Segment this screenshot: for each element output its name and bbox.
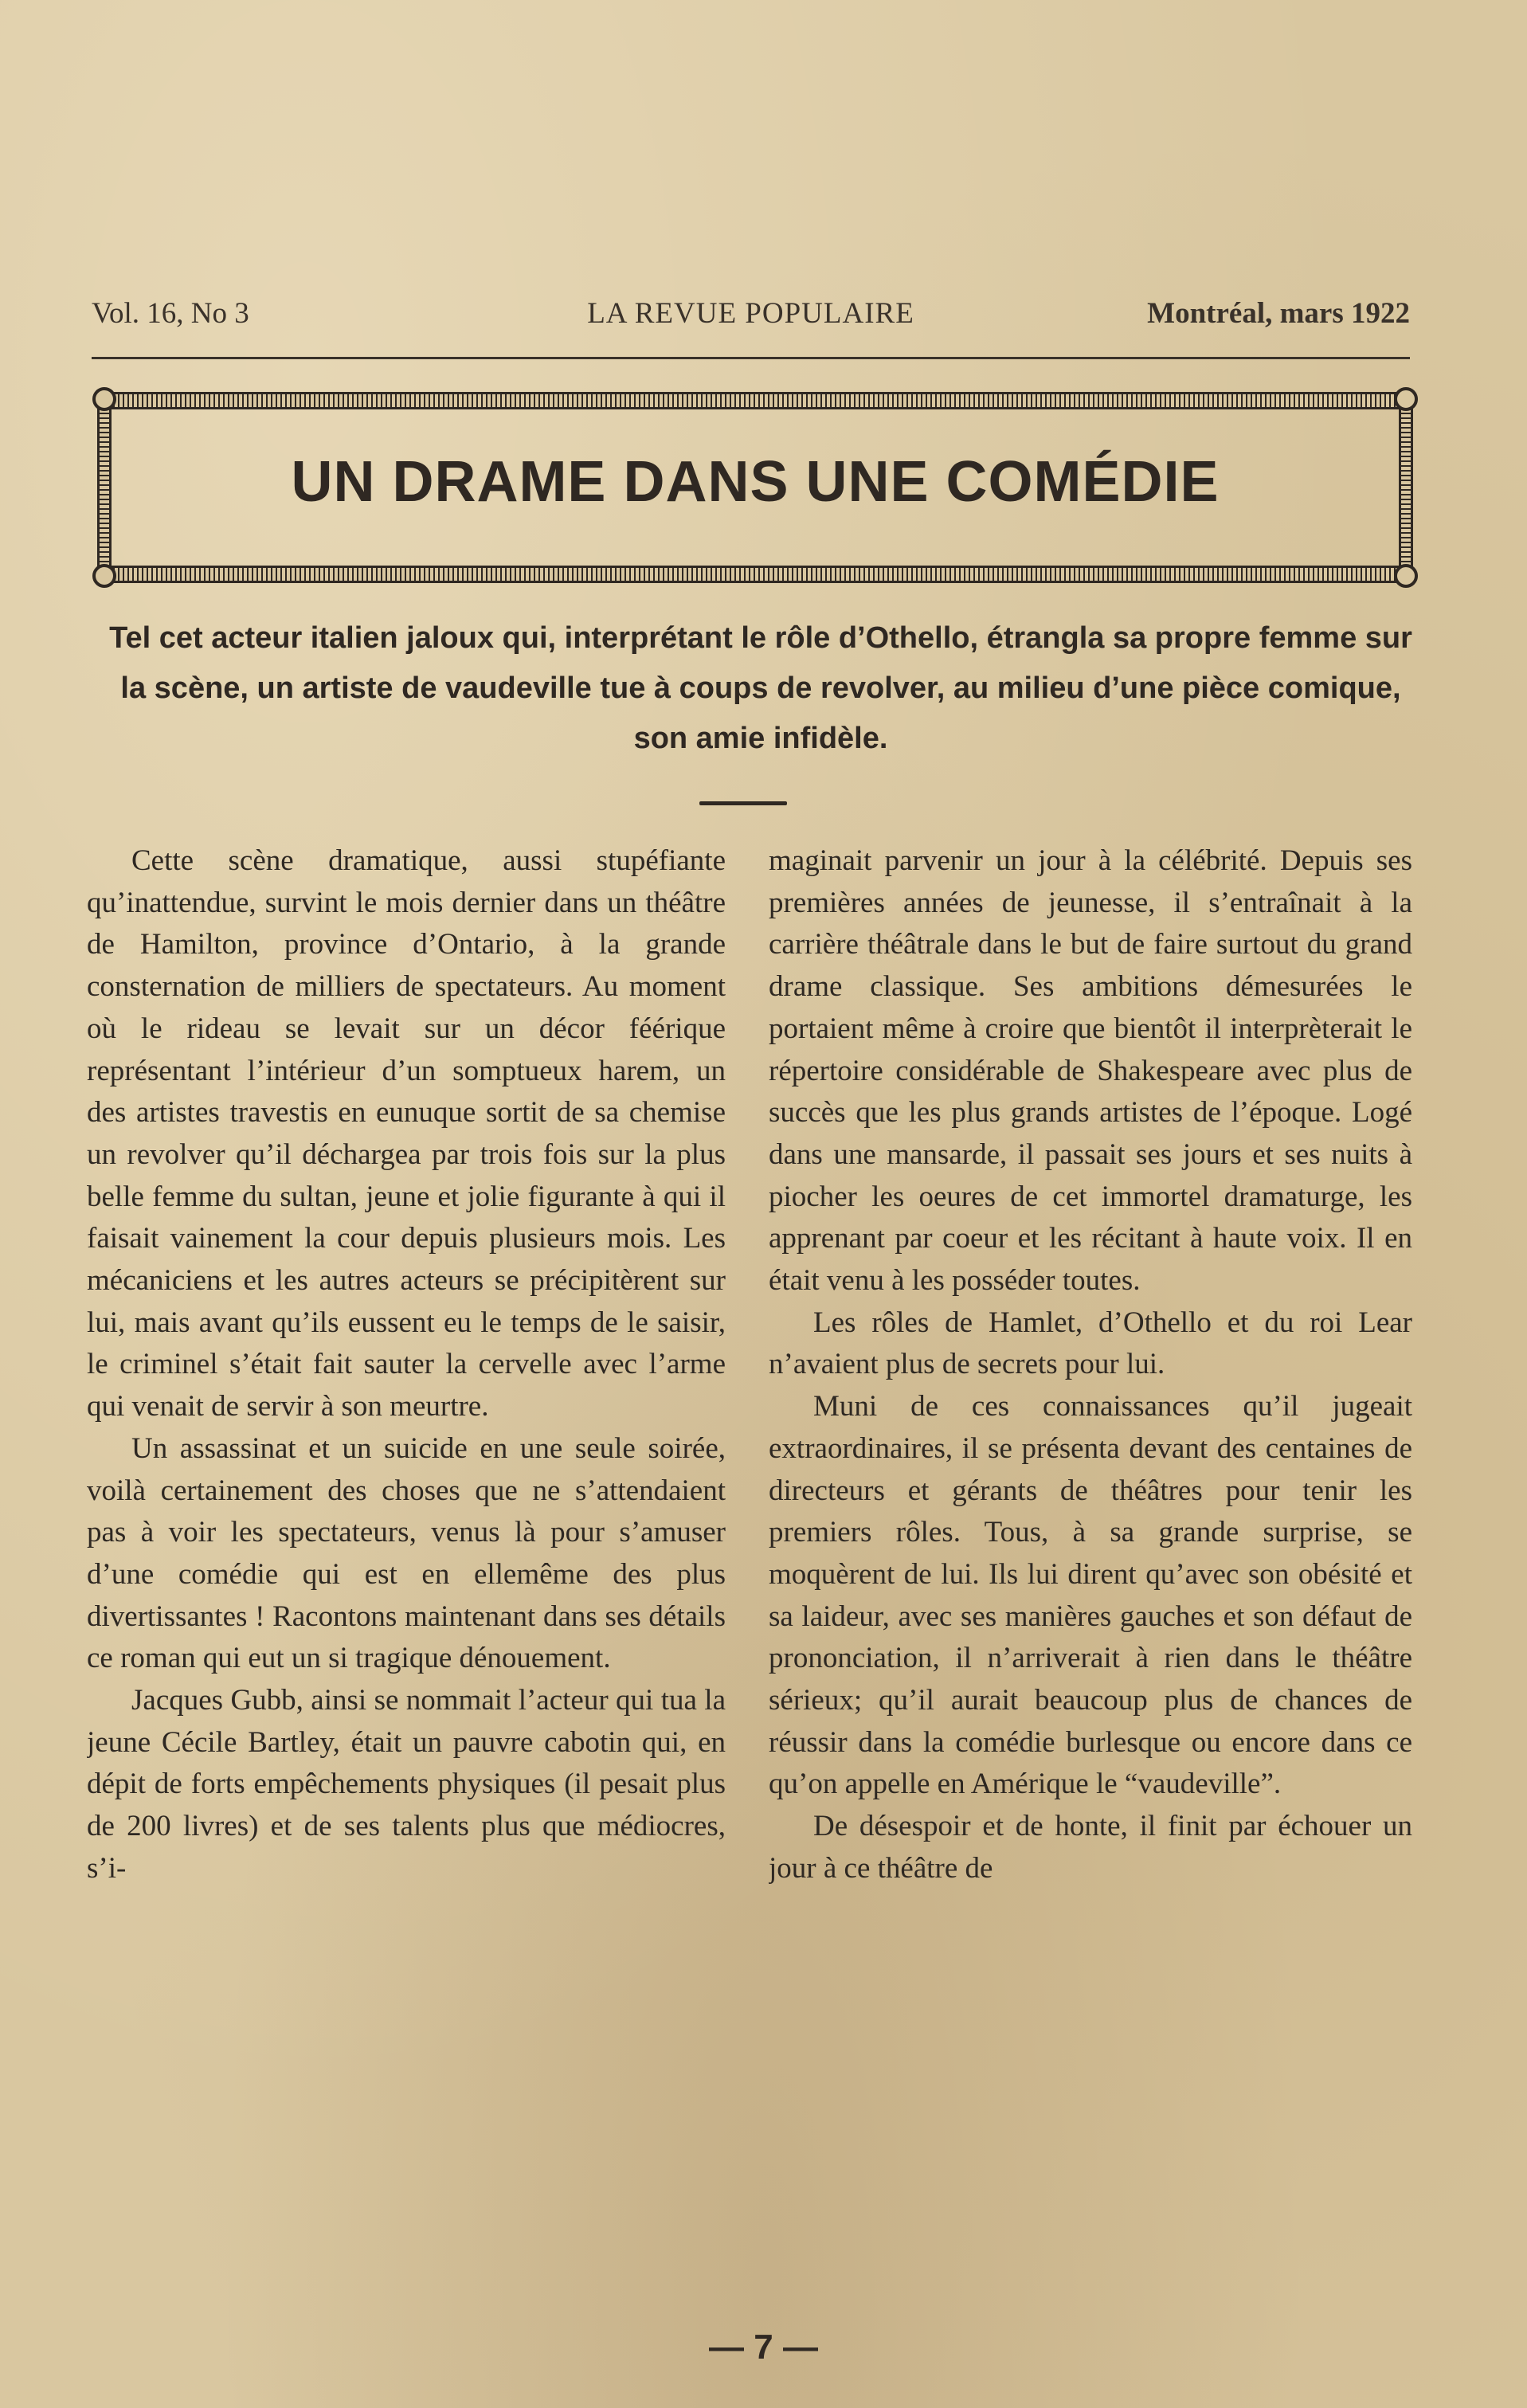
frame-ornament	[92, 387, 116, 411]
issue-date: Montréal, mars 1922	[1147, 297, 1410, 330]
paragraph-continued: maginait parvenir un jour à la célébrité. Depuis ses premières années de jeunesse, il s’entraînait à la carrière théâtrale dans le but de faire surtout du grand drame classique. Ses ambitions démesurées le portaient même à croire que bientôt il interprèterait le répertoire considérable de Shakespeare avec plus de succès que les plus grands artistes de l’époque. Logé dans une mansarde, il passait ses jours et ses nuits à piocher les oeures de cet immortel dramaturge, les apprenant par coeur et les récitant à haute voix. Il en était venu à les posséder toutes.	[769, 844, 1412, 1298]
paragraph: Cette scène dramatique, aussi stupéfiante qu’inattendue, survint le mois dernier dans un théâtre de Hamilton, province d’Ontario, à la grande consternation de milliers de spectateurs. Au moment où le rideau se levait sur un décor féérique représentant l’intérieur d’un somptueux harem, un des artistes travestis en eunuque sortit de sa chemise un revolver qu’il déchargea par trois fois sur la plus belle femme du sultan, jeune et jolie figurante à qui il faisait vainement la cour depuis plusieurs mois. Les mécaniciens et les autres acteurs se précipitèrent sur lui, mais avant qu’ils eussent eu le temps de le saisir, le criminel s’était fait sauter la cervelle avec l’arme qui venait de servir à son meurtre.	[87, 844, 726, 1423]
right-column	[769, 840, 1412, 2290]
running-header	[92, 296, 1410, 344]
paragraph: Muni de ces connaissances qu’il jugeait extraordinaires, il se présenta devant des centaines de directeurs et gérants de théâtres pour tenir les premiers rôles. Tous, à sa grande surprise, se moquèrent de lui. Ils lui dirent qu’avec son obésité et sa laideur, avec ses manières gauches et son défaut de prononciation, il n’arriverait à rien dans le théâtre sérieux; qu’il aurait beaucoup plus de chances de réussir dans la comédie burlesque ou encore dans ce qu’on appelle en Amérique le “vaudeville”.	[769, 1390, 1412, 1801]
page-number: — 7 —	[709, 2328, 818, 2367]
frame-ornament	[1394, 387, 1418, 411]
paragraph: Les rôles de Hamlet, d’Othello et du roi Lear n’avaient plus de secrets pour lui.	[769, 1306, 1412, 1381]
title-frame	[97, 392, 1413, 583]
paragraph: De désespoir et de honte, il finit par échouer un jour à ce théâtre de	[769, 1810, 1412, 1885]
volume-number: Vol. 16, No 3	[92, 297, 249, 330]
frame-border-bottom	[108, 566, 1402, 583]
frame-border-top	[108, 392, 1402, 409]
frame-ornament	[92, 564, 116, 588]
header-rule	[92, 357, 1410, 359]
frame-border-left	[97, 403, 112, 572]
paragraph: Jacques Gubb, ainsi se nommait l’acteur qui tua la jeune Cécile Bartley, était un pauvre cabotin qui, en dépit de forts empêchements physiques (il pesait plus de 200 livres) et de ses talents plus que médiocres, s’i-	[87, 1684, 726, 1885]
article-deck: Tel cet acteur italien jaloux qui, interprétant le rôle d’Othello, étrangla sa propre femme sur la scène, un artiste de vaudeville tue à coups de revolver, au milieu d’une pièce comique, son amie infidèle.	[109, 621, 1412, 755]
frame-ornament	[1394, 564, 1418, 588]
article-headline: UN DRAME DANS UNE COMÉDIE	[291, 450, 1220, 514]
frame-border-right	[1399, 403, 1413, 572]
publication-title: LA REVUE POPULAIRE	[587, 297, 914, 330]
paragraph: Un assassinat et un suicide en une seule soirée, voilà certainement des choses que ne s’attendaient pas à voir les spectateurs, venus là pour s’amuser d’une comédie qui est en ellemême des plus divertissantes ! Racontons maintenant dans ses détails ce roman qui eut un si tragique dénouement.	[87, 1431, 726, 1675]
deck-divider	[699, 801, 787, 805]
left-column	[87, 840, 726, 2290]
